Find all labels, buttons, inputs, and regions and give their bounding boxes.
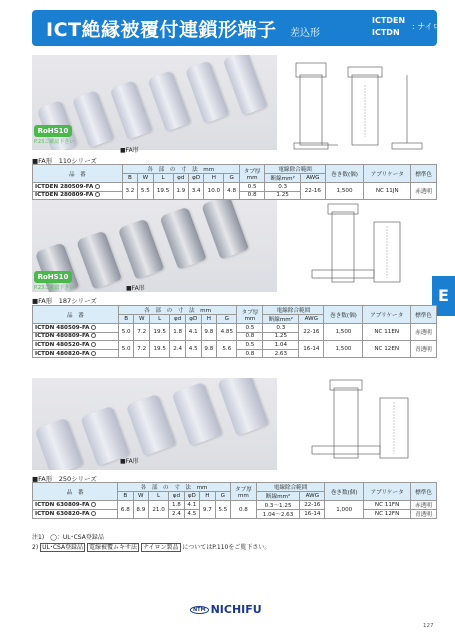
series-code-2: ICTDN xyxy=(372,28,400,37)
dimension-drawing-110 xyxy=(282,55,430,155)
page-title: ICT絶縁被覆付連鎖形端子 xyxy=(46,19,277,41)
note-box-strip: 電線被覆ムキサ法 xyxy=(88,544,137,551)
table-row: ICTDN 480509-FA 5.0 7.2 19.5 1.8 4.1 9.8 4.85 0.5 0.3 22-16 1,500 NC 11EN 赤透明 xyxy=(33,324,437,333)
series-heading: ■FA形 187シリーズ xyxy=(32,297,97,305)
col-W: W xyxy=(138,174,153,183)
product-code: ICTDN 630809-FA xyxy=(35,502,90,508)
brand-name: NICHIFU xyxy=(210,603,262,616)
series-heading: ■FA形 250シリーズ xyxy=(32,475,97,483)
product-code: ICTDN 480809-FA xyxy=(35,333,90,340)
col-H: H xyxy=(204,174,224,183)
ul-csa-mark-icon xyxy=(91,511,96,516)
col-D: φD xyxy=(188,174,203,183)
col-dims: 各 部 の 寸 法 mm xyxy=(122,165,239,174)
product-code: ICTDN 630820-FA xyxy=(35,511,90,517)
ul-csa-mark-icon xyxy=(91,333,96,338)
col-tab: タブ厚 mm xyxy=(239,165,265,183)
table-row: ICTDN 630809-FA 6.8 8.9 21.0 1.8 4.1 9.7 5.5 0.8 0.3〜1.25 22-16 1,000 NC 11FN 赤透明 xyxy=(33,501,437,510)
series-code-1: ICTDEN xyxy=(372,16,406,25)
section-tab-e: E xyxy=(432,276,455,316)
table-row: ICTDN 480820-FA 0.8 2.63 xyxy=(33,349,437,358)
col-awg: AWG xyxy=(300,174,325,183)
ul-csa-mark-icon xyxy=(91,351,96,356)
col-mm2: 断線mm² xyxy=(265,174,300,183)
dimension-drawing-250 xyxy=(282,378,430,470)
ul-csa-mark-icon xyxy=(91,325,96,330)
rohs-note: P.23ご確認下さい xyxy=(34,139,75,145)
fa-label: ■FA形 xyxy=(120,147,139,154)
fa-label: ■FA形 xyxy=(120,458,139,465)
note-box-nylon: ナイロン製品 xyxy=(142,544,179,551)
ul-csa-mark-icon xyxy=(91,342,96,347)
product-code: ICTDEN 280509-FA xyxy=(35,183,94,190)
product-code: ICTDEN 280809-FA xyxy=(35,192,94,199)
series-codes xyxy=(372,15,405,39)
col-reel: 巻き数(個) xyxy=(325,165,364,183)
col-B: B xyxy=(122,174,137,183)
footnotes xyxy=(32,533,270,553)
col-hinban: 品 番 xyxy=(33,165,123,183)
rohs-badge: RoHS10 xyxy=(34,125,72,137)
spec-table-187: 品 番 各 部 の 寸 法 mm タブ厚 mm 電線除合範囲 巻き数(個) アプリケータ 標準色 B W L φd φD H G 断線mm² AWG ICTDN 480509-FA 5.0 7.2 19.5 1.8 4.1 9.8 4.85 0.5 0.3 22-16 1,500 NC 11EN 赤透明 ICTDN 480809-FA 0.8 1.25 ICTDN 480520-FA 5.0 7.2 19.5 2.4 4.5 9.8 5.6 0.5 1.04 16-14 1,500 NC 12EN 青透明 ICTDN 480820-FA 0.8 2.63 xyxy=(32,305,437,358)
rohs-note: P.23ご確認下さい xyxy=(34,285,75,291)
col-wire: 電線除合範囲 xyxy=(265,165,325,174)
table-row: ICTDN 480809-FA 0.8 1.25 xyxy=(33,332,437,341)
series-heading: ■FA形 110シリーズ xyxy=(32,157,97,165)
product-photo-250 xyxy=(32,378,277,470)
note-2: 2) UL･CSA登録品 電線被覆ムキサ法 ナイロン製品 についてはP.110をご覧下さい。 xyxy=(32,544,271,551)
col-L: L xyxy=(153,174,173,183)
spec-table-110 xyxy=(32,164,437,200)
col-G: G xyxy=(224,174,239,183)
table-row: ICTDEN 280809-FA 0.8 1.25 xyxy=(33,191,437,200)
dimension-drawing-187 xyxy=(282,200,430,295)
spec-table-250: 品 番 各 部 の 寸 法 mm タブ厚 mm 電線除合範囲 巻き数(個) アプリケータ 標準色 B W L φd φD H G 断線mm² AWG ICTDN 630809-FA 6.8 8.9 21.0 1.8 4.1 9.7 5.5 0.8 0.3〜1.25 22-16 1,000 NC 11FN 赤透明 ICTDN 630820-FA 2.4 4.5 1.04〜2.63 16-14 NC 12FN 青透明 xyxy=(32,482,437,519)
col-color: 標準色 xyxy=(411,165,437,183)
note-box-ul: UL･CSA登録品 xyxy=(42,544,84,551)
ntm-mark-icon: NTM xyxy=(190,606,209,614)
table-row: ICTDN 480520-FA 5.0 7.2 19.5 2.4 4.5 9.8 5.6 0.5 1.04 16-14 1,500 NC 12EN 青透明 xyxy=(33,341,437,350)
product-code: ICTDN 480520-FA xyxy=(35,341,90,348)
page-number: 127 xyxy=(423,623,434,629)
table-row: ICTDEN 280509-FA 3.2 5.5 19.5 1.9 3.4 10.0 4.8 0.5 0.3 22-16 1,500 NC 11JN 赤透明 xyxy=(33,183,437,192)
product-code: ICTDN 480509-FA xyxy=(35,324,90,331)
brand-logo xyxy=(190,603,262,616)
col-d: φd xyxy=(173,174,188,183)
col-applicator: アプリケータ xyxy=(364,165,411,183)
ul-csa-mark-icon xyxy=(95,184,100,189)
material-label: : ナイロン xyxy=(412,22,449,31)
fa-label: ■FA形 xyxy=(126,285,145,292)
ul-csa-mark-icon xyxy=(91,502,96,507)
note-1: 注1) ◯：UL･CSA登録品 xyxy=(32,534,104,541)
rohs-badge: RoHS10 xyxy=(34,271,72,283)
ul-csa-mark-icon xyxy=(95,192,100,197)
table-row: ICTDN 630820-FA 2.4 4.5 1.04〜2.63 16-14 NC 12FN 青透明 xyxy=(33,510,437,519)
product-code: ICTDN 480820-FA xyxy=(35,350,90,357)
page-header xyxy=(32,10,449,46)
page-subtitle: 差込形 xyxy=(290,28,320,39)
